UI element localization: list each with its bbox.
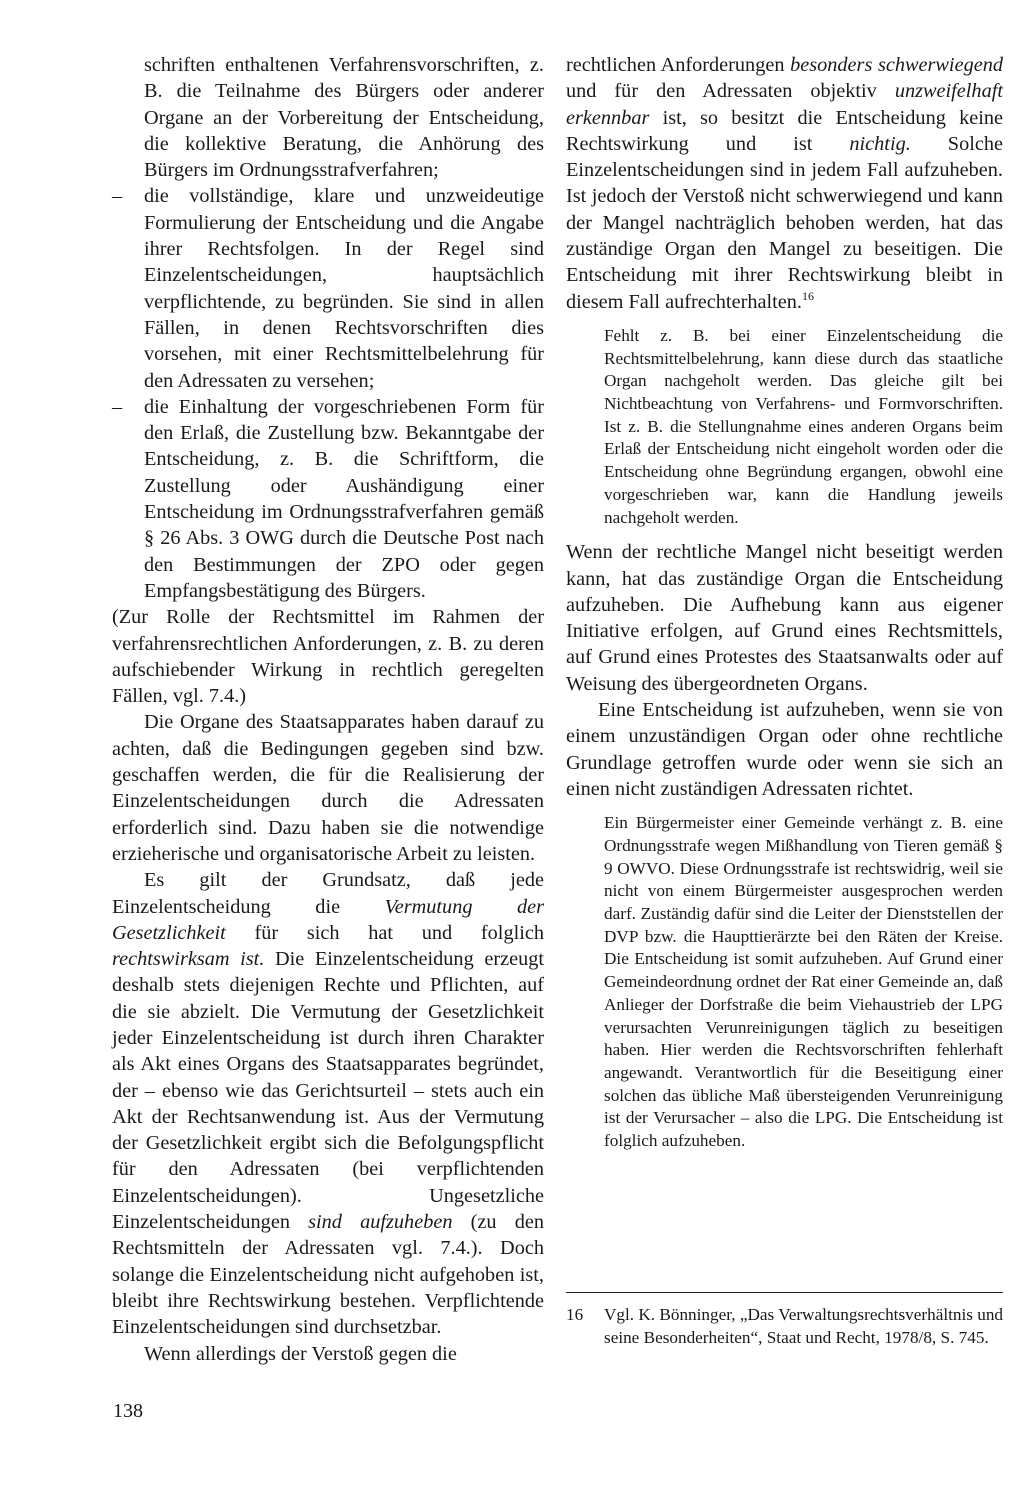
body-paragraph: Die Organe des Staatsapparates haben darauf zu achten, daß die Bedingungen gegeben sind bzw. geschaffen werden, die für die Realisierung der Einzelentscheidungen durch die Adressaten erforderlich sind. Dazu haben sie die notwendige erzieherische und organisatorische Arbeit zu leisten.: [112, 711, 544, 865]
list-item: [112, 183, 544, 393]
emphasis: besonders schwerwiegend: [790, 54, 1003, 76]
page-number: 138: [113, 1400, 143, 1422]
text-run: rechtlichen Anforderungen: [566, 54, 791, 76]
emphasis: nichtig.: [849, 132, 911, 155]
list-item-text: die vollständige, klare und unzweideutige Formulierung der Entscheidung und die Angabe ihrer Rechtsfolgen. In der Regel sind Einzelentscheidungen, hauptsächlich verpflichtende, zu begründen. Sie sind in allen Fällen, in denen Rechtsvorschriften dies vorsehen, mit einer Rechtsmittelbelehrung für den Adressaten zu versehen;: [144, 185, 544, 392]
text-run: Es gilt der Grundsatz, daß jede Einzelentscheidung die: [112, 869, 544, 918]
list-dash: –: [112, 395, 123, 418]
text-run: für sich hat und folglich: [225, 921, 544, 944]
emphasis: Vermutung der Gesetzlichkeit: [112, 895, 545, 944]
body-paragraph: [566, 52, 1003, 315]
parenthetical-note: (Zur Rolle der Rechtsmittel im Rahmen der verfahrensrechtlichen Anforderungen, z. B. zu deren aufschiebender Wirkung in rechtlich geregelten Fällen, vgl. 7.4.): [112, 606, 544, 708]
text-run: und für den Adressaten objektiv: [566, 80, 895, 103]
footnote: [566, 1304, 1003, 1349]
left-column: [112, 52, 544, 1367]
text-run: Die Einzelentscheidung erzeugt deshalb stets diejenigen Rechte und Pflichten, auf die sie abzielt. Die Vermutung der Gesetzlichkeit jeder Einzelentscheidung ist durch ihren Charakter als Akt eines Organs des Staatsapparates begründet, der – ebenso wie das Gerichtsurteil – stets auch ein Akt der Rechtsanwendung ist. Aus der Vermutung der Gesetzlichkeit ergibt sich die Befolgungspflicht für den Adressaten (bei verpflichtenden Einzelentscheidungen). Ungesetzliche Einzelentscheidungen: [112, 948, 544, 1234]
body-paragraph: Wenn der rechtliche Mangel nicht beseitigt werden kann, hat das zuständige Organ die Entscheidung aufzuheben. Die Aufhebung kann aus eigener Initiative erfolgen, auf Grund eines Rechtsmittels, auf Grund eines Protestes des Staatsanwalts oder auf Weisung des übergeordneten Organs.: [566, 541, 1003, 695]
example-paragraph: Fehlt z. B. bei einer Einzelentscheidung die Rechtsmittelbelehrung, kann diese durch das staatliche Organ nachgeholt werden. Das gleiche gilt bei Nichtbeachtung von Verfahrens- und Formvorschriften. Ist z. B. die Stellungnahme eines anderen Organs beim Erlaß der Entscheidung nicht eingeholt worden oder die Entscheidung ohne Begründung ergangen, obwohl eine vorgeschrieben war, kann die Handlung jeweils nachgeholt werden.: [604, 325, 1003, 527]
body-paragraph: [112, 867, 544, 1340]
text-run: (zu den Rechtsmitteln der Adressaten vgl. 7.4.). Doch solange die Einzelentscheidung nicht aufgehoben ist, bleibt ihre Rechtswirkung bestehen. Verpflichtende Einzelentscheidungen sind durchsetzbar.: [112, 1211, 544, 1339]
footnote-number: 16: [566, 1305, 584, 1324]
footnote-text: Vgl. K. Bönninger, „Das Verwaltungsrechtsverhältnis und seine Besonderheiten“, Staat und Recht, 1978/8, S. 745.: [604, 1305, 1004, 1347]
emphasis: unzweifelhaft erkennbar: [566, 80, 1003, 129]
example-paragraph: Ein Bürgermeister einer Gemeinde verhängt z. B. eine Ordnungsstrafe wegen Mißhandlung von Tieren gemäß § 9 OWVO. Diese Ordnungsstrafe ist rechtswidrig, weil sie nicht von einem Bürgermeister ausgesprochen werden darf. Zuständig dafür sind die Leiter der Dienststellen der DVP bzw. die Haupttierärzte bei den Räten der Kreise. Die Entscheidung ist somit aufzuheben. Auf Grund einer Gemeindeordnung ordnet der Rat einer Gemeinde an, daß Anlieger der Dorfstraße die beim Viehaustrieb der LPG verursachten Verunreinigungen täglich zu beseitigen haben. Hier werden die Rechtsvorschriften fehlerhaft angewandt. Verantwortlich für die Beseitigung einer solchen das übliche Maß übersteigenden Verunreinigung ist der Verursacher – also die LPG. Die Entscheidung ist folglich aufzuheben.: [604, 813, 1003, 1151]
list-item-continuation: schriften enthaltenen Verfahrensvorschriften, z. B. die Teilnahme des Bürgers oder anderer Organe an der Vorbereitung der Entscheidung, die kollektive Beratung, die Anhörung des Bürgers im Ordnungsstrafverfahren;: [144, 54, 544, 182]
footnote-divider: [566, 1292, 1003, 1293]
emphasis: sind aufzuheben: [308, 1211, 453, 1234]
right-column: [566, 52, 1003, 1153]
list-dash: –: [112, 185, 123, 208]
text-run: Solche Einzelentscheidungen sind in jedem Fall aufzuheben. Ist jedoch der Verstoß nicht schwerwiegend und kann der Mangel nachträglich behoben werden, hat das zuständige Organ den Mangel zu beseitigen. Die Entscheidung mit ihrer Rechtswirkung bleibt in diesem Fall aufrechterhalten.: [566, 132, 1003, 313]
body-paragraph: Wenn allerdings der Verstoß gegen die: [144, 1342, 457, 1365]
body-paragraph: Eine Entscheidung ist aufzuheben, wenn sie von einem unzuständigen Organ oder ohne rechtliche Grundlage getroffen wurde oder wenn sie sich an einen nicht zuständigen Adressaten richtet.: [566, 699, 1003, 800]
list-item: [112, 394, 544, 604]
footnote-reference[interactable]: 16: [801, 288, 814, 303]
list-item-text: die Einhaltung der vorgeschriebenen Form für den Erlaß, die Zustellung bzw. Bekanntgabe der Entscheidung, z. B. die Schriftform, die Zustellung oder Aushändigung einer Entscheidung im Ordnungsstrafverfahren gemäß § 26 Abs. 3 OWG durch die Deutsche Post nach den Bestimmungen der ZPO oder gegen Empfangsbestätigung des Bürgers.: [144, 395, 544, 602]
emphasis: rechtswirksam ist.: [112, 948, 265, 971]
text-run: ist, so besitzt die Entscheidung keine Rechtswirkung und ist: [566, 106, 1003, 155]
